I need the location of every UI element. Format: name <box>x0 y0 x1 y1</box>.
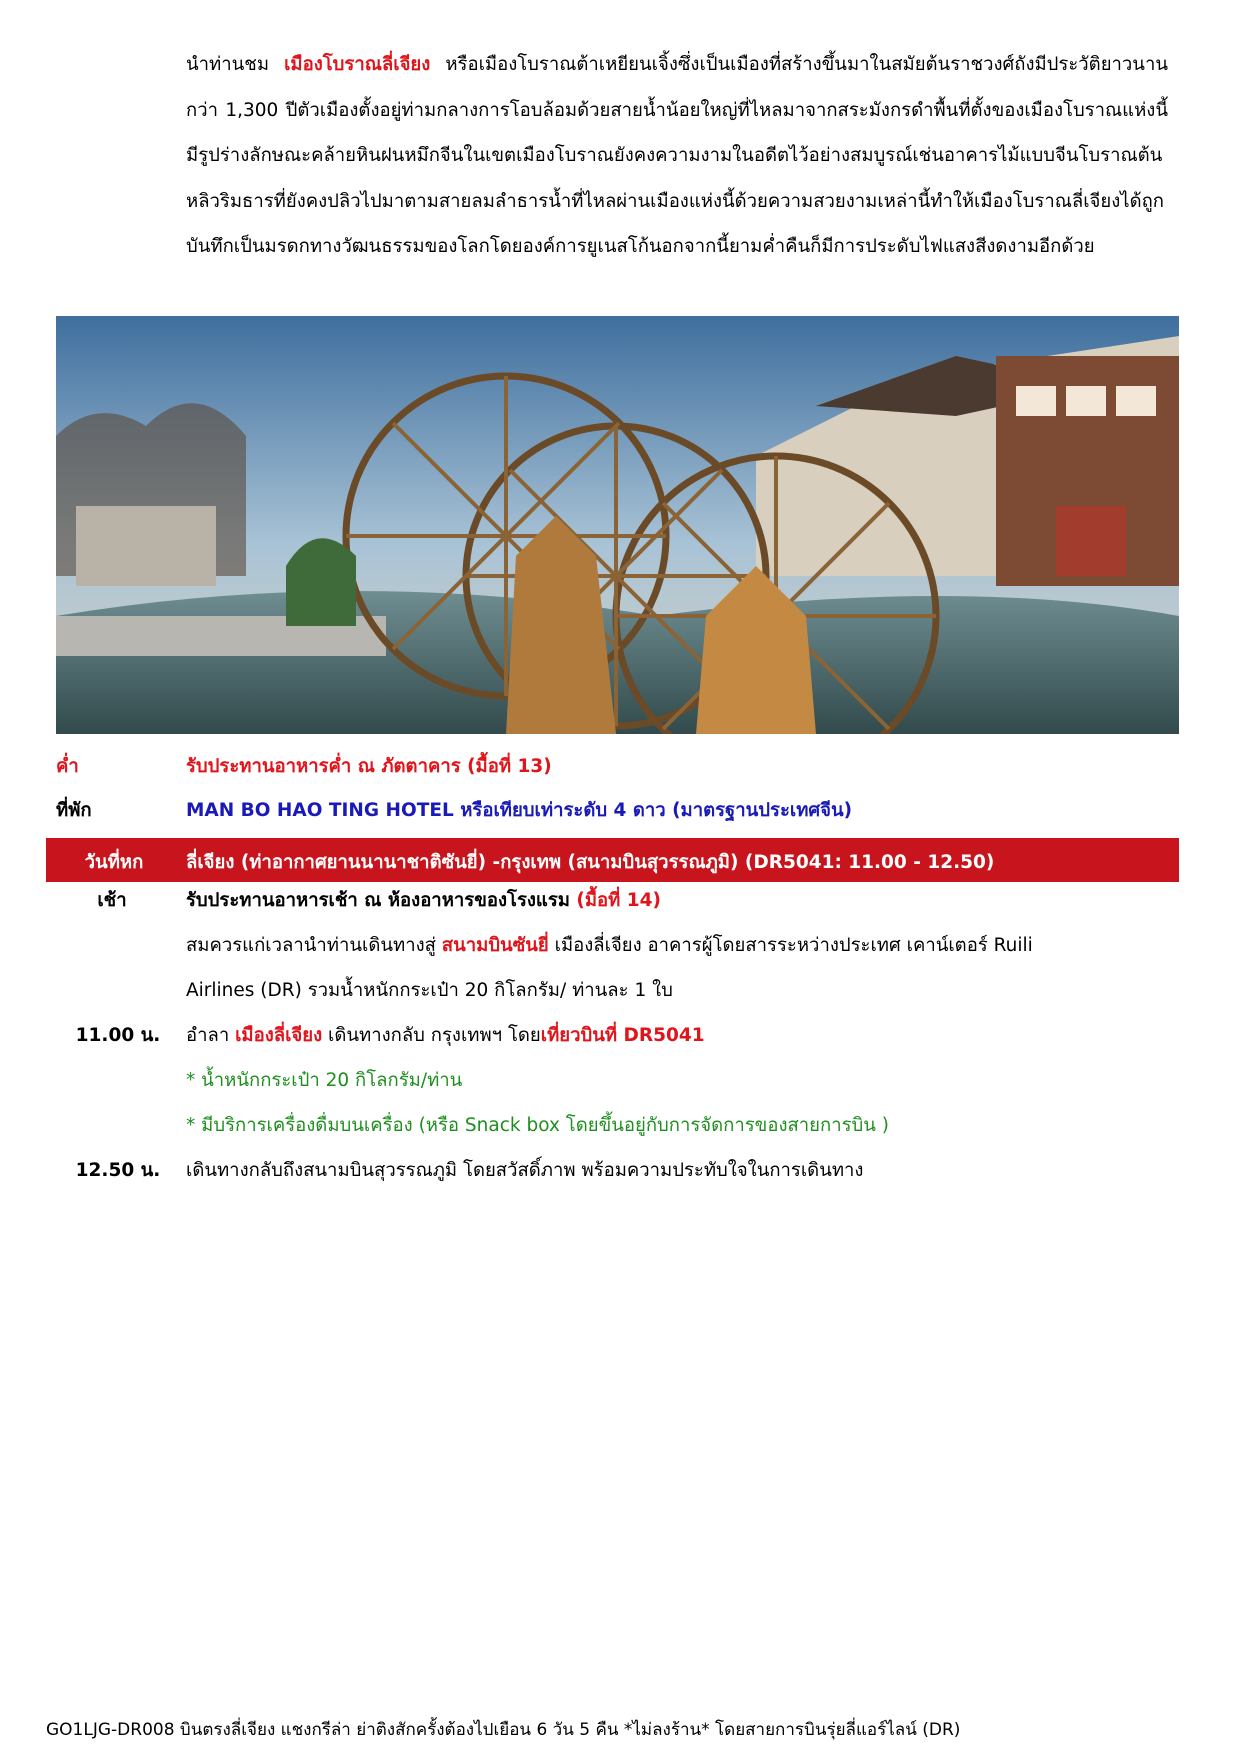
note-row-2 <box>0 1101 1241 1145</box>
intro-body: หรือเมืองโบราณต้าเหยียนเจิ้งซึ่งเป็นเมืองที่สร้างขึ้นมาในสมัยต้นราชวงศ์ถังมีประวัติยาวนานกว่า 1,300 ปีตัวเมืองตั้งอยู่ท่ามกลางการโอบล้อมด้วยสายน้ำน้อยใหญ่ที่ไหลมาจากสระมังกรดำพื้นที่ตั้งของเมืองโบราณแห่งนี้มีรูปร่างลักษณะคล้ายหินฝนหมึกจีนในเขตเมืองโบราณยังคงความงามในอดีตไว้อย่างสมบูรณ์เช่นอาคารไม้แบบจีนโบราณต้นหลิวริมธารที่ยังคงปลิวไปมาตามสายลมลำธารน้ำที่ไหลผ่านเมืองแห่งนี้ด้วยความสวยงามเหล่านี้ทำให้เมืองโบราณลี่เจียงได้ถูกบันทึกเป็นมรดกทางวัฒนธรรมของโลกโดยองค์การยูเนสโก้นอกจากนี้ยามค่ำคืนก็มีการประดับไฟแสงสีงดงามอีกด้วย <box>186 54 1168 257</box>
page-footer: GO1LJG-DR008 บินตรงลี่เจียง แชงกรีล่า ย่าติงสักครั้งต้องไปเยือน 6 วัน 5 คืน *ไม่ลงร้าน* โดยสายการบินรุ่ยลี่แอร์ไลน์ (DR) <box>46 1720 961 1740</box>
dinner-text: รับประทานอาหารค่ำ ณ ภัตตาคาร (มื้อที่ 13) <box>186 756 552 777</box>
depart-flight: เที่ยวบินที่ DR5041 <box>540 1025 705 1046</box>
breakfast-label: เช้า <box>97 890 127 911</box>
transfer-1a: สมควรแก่เวลานำท่านเดินทางสู่ <box>186 935 442 956</box>
arrive-time: 12.50 น. <box>75 1160 161 1181</box>
baggage-note: * น้ำหนักกระเป๋า 20 กิโลกรัม/ท่าน <box>186 1070 463 1091</box>
dinner-row <box>0 742 1241 786</box>
hotel-rest: หรือเทียบเท่าระดับ 4 ดาว (มาตรฐานประเทศจีน) <box>453 800 853 821</box>
depart-a: อำลา <box>186 1025 236 1046</box>
hotel-label: ที่พัก <box>56 800 92 821</box>
hotel-name: MAN BO HAO TING HOTEL <box>186 800 454 821</box>
breakfast-text <box>186 886 661 915</box>
transfer-1b: เมืองลี่เจียง อาคารผู้โดยสารระหว่างประเทศ เคาน์เตอร์ Ruili <box>548 935 1033 956</box>
water-wheel-photo <box>56 316 1179 734</box>
arrive-text: เดินทางกลับถึงสนามบินสุวรรณภูมิ โดยสวัสดิ์ภาพ พร้อมความประทับใจในการเดินทาง <box>186 1160 864 1181</box>
day-six-label: วันที่หก <box>84 852 144 873</box>
transfer-line-1 <box>0 921 1241 965</box>
transfer-line-2 <box>0 966 1241 1010</box>
dinner-label: ค่ำ <box>56 756 79 777</box>
transfer-airport: สนามบินซันยี่ <box>441 935 549 956</box>
depart-city: เมืองลี่เจียง <box>235 1025 323 1046</box>
arrive-row <box>0 1146 1241 1190</box>
snack-note: * มีบริการเครื่องดื่มบนเครื่อง (หรือ Snack box โดยขึ้นอยู่กับการจัดการของสายการบิน ) <box>186 1115 890 1136</box>
breakfast-row <box>0 876 1241 920</box>
transfer-text-1 <box>186 931 1033 960</box>
hotel-text <box>186 796 852 825</box>
note-row-1 <box>0 1056 1241 1100</box>
breakfast-desc: รับประทานอาหารเช้า ณ ห้องอาหารของโรงแรม <box>186 890 577 911</box>
hotel-row <box>0 786 1241 830</box>
intro-paragraph <box>186 42 1168 270</box>
depart-b: เดินทางกลับ กรุงเทพฯ โดย <box>322 1025 541 1046</box>
depart-time: 11.00 น. <box>75 1025 161 1046</box>
breakfast-meal: (มื้อที่ 14) <box>576 890 662 911</box>
depart-row <box>0 1011 1241 1055</box>
day-six-title: ลี่เจียง (ท่าอากาศยานนานาชาติซันยี่) -กรุงเทพ (สนามบินสุวรรณภูมิ) (DR5041: 11.00 - 12.50) <box>186 852 995 873</box>
depart-text <box>186 1021 705 1050</box>
intro-prefix: นำท่านชม <box>186 54 285 75</box>
transfer-text-2: Airlines (DR) รวมน้ำหนักกระเป๋า 20 กิโลกรัม/ ท่านละ 1 ใบ <box>186 980 673 1001</box>
intro-highlight: เมืองโบราณลี่เจียง <box>284 54 431 75</box>
